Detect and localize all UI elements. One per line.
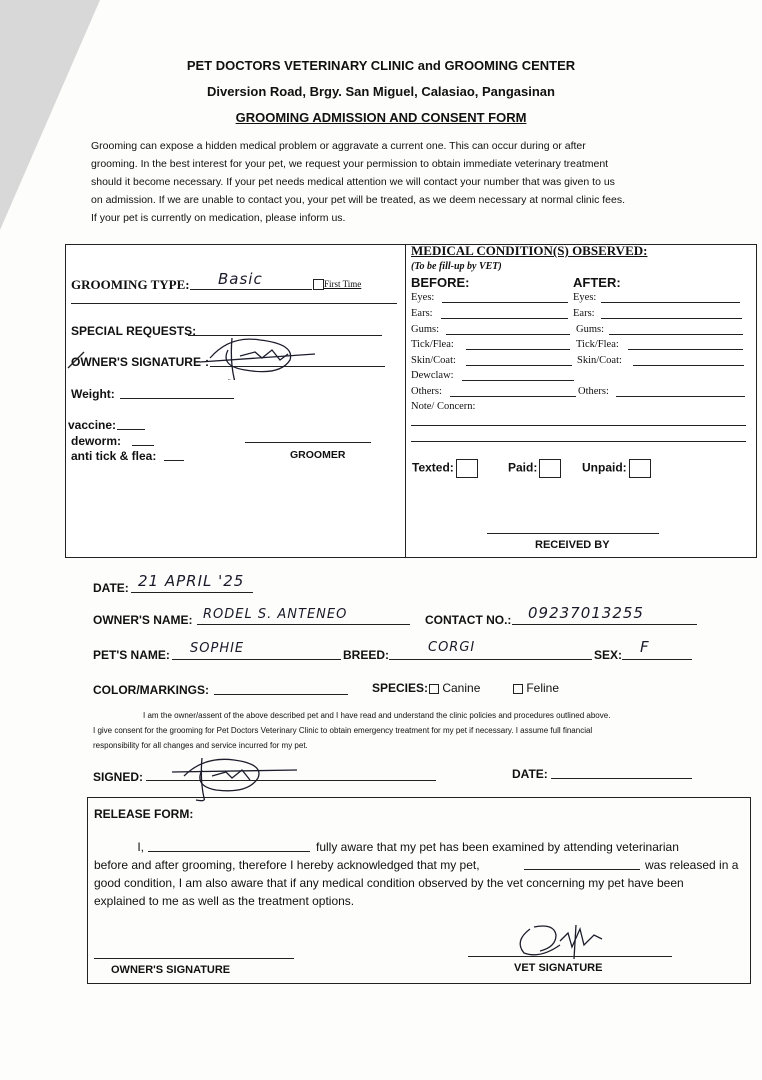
vaccine-field[interactable] — [117, 429, 145, 430]
owner-name-field[interactable] — [197, 624, 410, 625]
release-owner-signature-field[interactable] — [94, 958, 294, 959]
vet-signature-mark — [510, 915, 610, 965]
contact-value: 09237013255 — [528, 604, 644, 622]
before-eyes-label: Eyes: — [411, 292, 435, 303]
before-gums-field[interactable] — [446, 334, 570, 335]
note-concern-label: Note/ Concern: — [411, 401, 476, 412]
consent-line-2: I give consent for the grooming for Pet Doctors Veterinary Clinic to obtain emergency treatment for my pet if necessary. I assume full financial — [93, 726, 593, 735]
vet-signature-field[interactable] — [468, 956, 672, 957]
consent-date-field[interactable] — [551, 778, 692, 779]
intro-line: Grooming can expose a hidden medical problem or aggravate a current one. This can occur during or after — [91, 140, 586, 152]
signature-colon: : — [205, 355, 209, 369]
after-label: AFTER: — [573, 275, 621, 290]
note-line-2[interactable] — [411, 441, 746, 442]
vet-signature-label: VET SIGNATURE — [514, 962, 603, 974]
release-line-2b: was released in a — [645, 858, 739, 872]
consent-date-label: DATE: — [512, 767, 548, 781]
intro-paragraph — [91, 137, 697, 227]
grooming-type-second-line[interactable] — [71, 303, 397, 304]
before-others-label: Others: — [411, 386, 442, 397]
before-eyes-field[interactable] — [442, 302, 568, 303]
before-tick-field[interactable] — [466, 349, 570, 350]
feline-checkbox[interactable] — [513, 684, 523, 694]
intro-line: grooming. In the best interest for your pet, we request your permission to obtain immediate veterinary treatment — [91, 158, 609, 170]
intro-line: If your pet is currently on medication, please inform us. — [91, 212, 346, 224]
date-field[interactable] — [131, 592, 253, 593]
signed-label: SIGNED: — [93, 770, 144, 784]
pet-name-value: SOPHIE — [190, 641, 245, 656]
sex-field[interactable] — [622, 659, 692, 660]
groomer-label: GROOMER — [290, 449, 346, 461]
release-pet-name-field[interactable] — [524, 869, 640, 870]
weight-field[interactable] — [120, 398, 234, 399]
color-markings-label: COLOR/MARKINGS: — [93, 683, 209, 697]
deworm-label: deworm: — [71, 434, 122, 448]
deworm-field[interactable] — [132, 445, 154, 446]
canine-label: Canine — [442, 681, 481, 695]
unpaid-checkbox[interactable] — [629, 459, 651, 478]
consent-line-3: responsibility for all changes and service incurred for my pet. — [93, 741, 308, 750]
owner-name-label: OWNER'S NAME: — [93, 613, 193, 627]
species-label: SPECIES: — [372, 681, 429, 695]
species-feline-option[interactable] — [513, 681, 559, 695]
feline-label: Feline — [526, 681, 560, 695]
species-canine-option[interactable] — [429, 681, 480, 695]
column-divider — [405, 245, 406, 557]
unpaid-label: Unpaid: — [582, 460, 627, 475]
form-title: GROOMING ADMISSION AND CONSENT FORM — [235, 110, 527, 125]
before-ears-field[interactable] — [441, 318, 568, 319]
canine-checkbox[interactable] — [429, 684, 439, 694]
received-by-field[interactable] — [487, 533, 659, 534]
pet-name-label: PET'S NAME: — [93, 648, 170, 662]
contact-label: CONTACT NO.: — [425, 613, 512, 627]
owner-signature-mark — [200, 330, 320, 380]
grooming-type-label: GROOMING TYPE: — [71, 277, 190, 292]
breed-value: CORGI — [428, 640, 476, 655]
release-line-4: explained to me as well as the treatment options. — [94, 894, 355, 908]
before-tick-label: Tick/Flea: — [411, 339, 454, 350]
after-skin-label: Skin/Coat: — [577, 355, 622, 366]
before-gums-label: Gums: — [411, 324, 440, 335]
grooming-type-value: Basic — [218, 270, 263, 288]
sex-label: SEX: — [594, 648, 623, 662]
release-owner-name-field[interactable] — [148, 851, 310, 852]
sex-value: F — [640, 638, 650, 656]
paid-label: Paid: — [508, 460, 538, 475]
after-tick-label: Tick/Flea: — [576, 339, 619, 350]
groomer-field[interactable] — [245, 442, 371, 443]
release-title: RELEASE FORM: — [94, 807, 194, 821]
after-tick-field[interactable] — [628, 349, 743, 350]
grooming-type-field[interactable] — [190, 289, 312, 290]
texted-label: Texted: — [412, 460, 454, 475]
after-eyes-label: Eyes: — [573, 292, 597, 303]
after-gums-label: Gums: — [576, 324, 605, 335]
first-time-label: First Time — [324, 279, 362, 289]
contact-field[interactable] — [512, 624, 697, 625]
received-by-label: RECEIVED BY — [535, 539, 610, 551]
medical-subtitle: (To be fill-up by VET) — [411, 261, 502, 272]
before-ears-label: Ears: — [411, 308, 433, 319]
before-dewclaw-label: Dewclaw: — [411, 370, 454, 381]
release-i: I, — [137, 840, 144, 854]
after-skin-field[interactable] — [633, 365, 744, 366]
release-line-2a: before and after grooming, therefore I hereby acknowledged that my pet, — [94, 858, 480, 872]
after-others-label: Others: — [578, 386, 609, 397]
breed-field[interactable] — [389, 659, 592, 660]
intro-line: on admission. If we are unable to contact you, your pet will be treated, as we deem necessary at normal clinic fees. — [91, 194, 626, 206]
before-skin-label: Skin/Coat: — [411, 355, 456, 366]
vaccine-label: vaccine: — [68, 418, 117, 432]
paid-checkbox[interactable] — [539, 459, 561, 478]
weight-label: Weight: — [71, 387, 115, 401]
after-others-field[interactable] — [616, 396, 745, 397]
clinic-name: PET DOCTORS VETERINARY CLINIC and GROOMING CENTER — [186, 58, 576, 73]
consent-signature-mark — [172, 752, 302, 802]
texted-checkbox[interactable] — [456, 459, 478, 478]
before-dewclaw-field[interactable] — [462, 380, 574, 381]
clinic-address: Diversion Road, Brgy. San Miguel, Calasiao, Pangasinan — [207, 84, 555, 99]
note-line-1[interactable] — [411, 425, 746, 426]
release-line-1b: fully aware that my pet has been examined by attending veterinarian — [316, 840, 679, 854]
owner-signature-label: OWNER'S SIGNATURE — [71, 355, 201, 369]
before-skin-field[interactable] — [466, 365, 572, 366]
consent-line-1: I am the owner/assent of the above described pet and I have read and understand the clinic policies and procedures outlined above. — [143, 711, 611, 720]
release-line-1 — [94, 840, 144, 854]
breed-label: BREED: — [343, 648, 390, 662]
color-markings-field[interactable] — [214, 694, 348, 695]
date-label: DATE: — [93, 581, 129, 595]
before-label: BEFORE: — [411, 275, 470, 290]
texted-option[interactable] — [412, 459, 478, 478]
first-time-checkbox[interactable] — [313, 279, 324, 290]
intro-line: should it become necessary. If your pet needs medical attention we will contact your number that was given to us — [91, 176, 615, 188]
release-owner-signature-label: OWNER'S SIGNATURE — [111, 964, 231, 976]
strike-mark — [66, 350, 86, 370]
owner-name-value: RODEL S. ANTENEO — [203, 607, 348, 622]
after-eyes-field[interactable] — [601, 302, 740, 303]
medical-title: MEDICAL CONDITION(S) OBSERVED: — [411, 243, 648, 258]
after-ears-field[interactable] — [601, 318, 742, 319]
after-gums-field[interactable] — [609, 334, 743, 335]
release-line-3: good condition, I am also aware that if any medical condition observed by the vet concerning my pet have been — [94, 876, 684, 890]
paid-option[interactable] — [508, 459, 561, 478]
after-ears-label: Ears: — [573, 308, 595, 319]
special-requests-label: SPECIAL REQUESTS: — [71, 324, 197, 338]
date-value: 21 APRIL '25 — [138, 572, 245, 590]
unpaid-option[interactable] — [582, 459, 651, 478]
anti-tick-label: anti tick & flea: — [71, 449, 157, 463]
anti-tick-field[interactable] — [164, 460, 184, 461]
pet-name-field[interactable] — [172, 659, 341, 660]
before-others-field[interactable] — [450, 396, 576, 397]
